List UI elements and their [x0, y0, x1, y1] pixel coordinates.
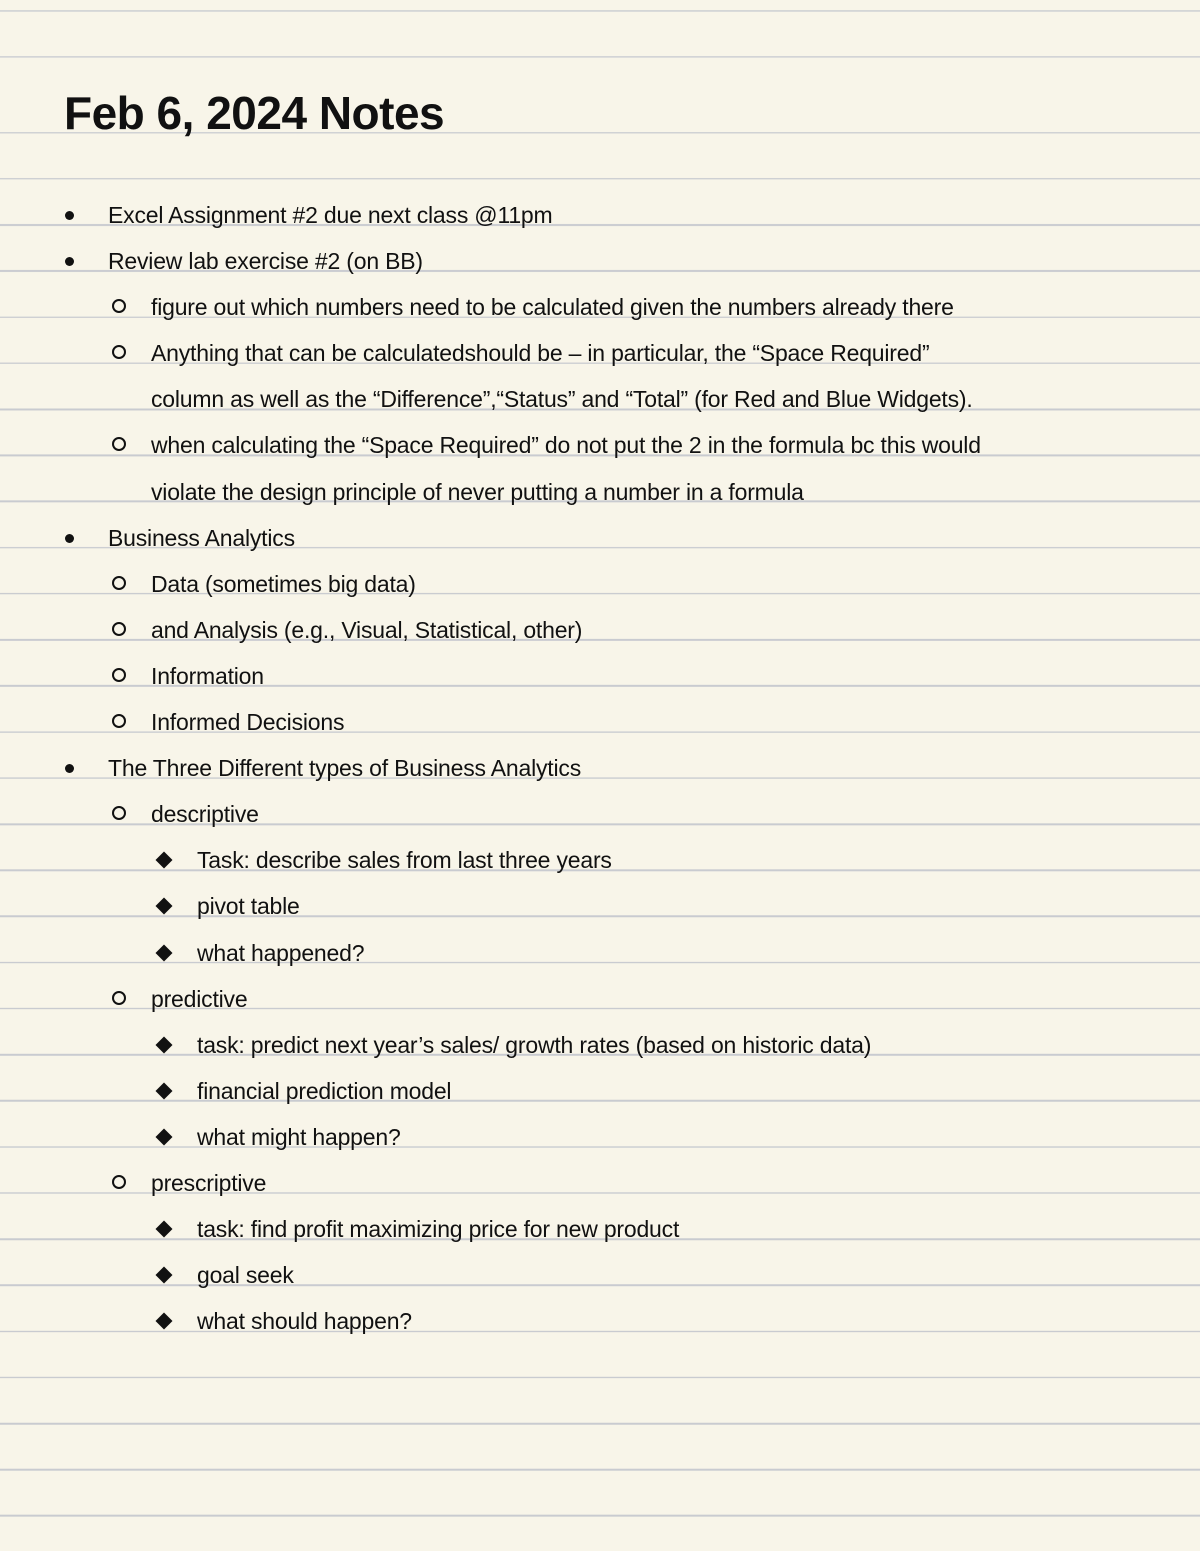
list-item [0, 607, 1200, 653]
bullet-diamond-icon [156, 1267, 173, 1284]
list-item-text: what should happen? [197, 1308, 412, 1335]
list-item-continuation [0, 376, 1200, 422]
list-item [0, 238, 1200, 284]
list-item [0, 192, 1200, 238]
list-item-text: financial prediction model [197, 1077, 452, 1104]
list-item-text: what might happen? [197, 1123, 401, 1150]
list-item [0, 330, 1200, 376]
list-item [0, 930, 1200, 976]
list-item-text: pivot table [197, 893, 300, 920]
list-item-text: figure out which numbers need to be calculated given the numbers already there [151, 294, 954, 321]
bullet-circle-icon [112, 622, 126, 636]
bullet-diamond-icon [156, 1128, 173, 1145]
bullet-circle-icon [112, 345, 126, 359]
list-item-text: prescriptive [151, 1169, 267, 1196]
list-item-text: descriptive [151, 801, 259, 828]
bullet-dot-icon [65, 257, 74, 266]
bullet-dot-icon [65, 764, 74, 773]
bullet-diamond-icon [156, 1313, 173, 1330]
list-item [0, 422, 1200, 468]
list-item-text: Data (sometimes big data) [151, 570, 416, 597]
bullet-diamond-icon [156, 1221, 173, 1238]
list-item [0, 653, 1200, 699]
list-item-text: Excel Assignment #2 due next class @11pm [108, 202, 553, 228]
bullet-dot-icon [65, 534, 74, 543]
bullet-diamond-icon [156, 898, 173, 915]
list-item-continuation [0, 469, 1200, 515]
bullet-circle-icon [112, 714, 126, 728]
list-item-text: task: predict next year’s sales/ growth rates (based on historic data) [197, 1031, 872, 1058]
list-item [0, 976, 1200, 1022]
list-item [0, 837, 1200, 883]
list-item-text: Information [151, 662, 264, 689]
bullet-diamond-icon [156, 944, 173, 961]
list-item-text: Review lab exercise #2 (on BB) [108, 248, 423, 275]
bullet-circle-icon [112, 668, 126, 682]
list-item-text: The Three Different types of Business Analytics [108, 755, 581, 782]
bullet-diamond-icon [156, 1082, 173, 1099]
list-item [0, 1206, 1200, 1252]
list-item-text: Task: describe sales from last three years [197, 847, 612, 874]
list-item-text: Anything that can be calculatedshould be – in particular, the “Space Required” [151, 340, 930, 367]
list-item-text: when calculating the “Space Required” do not put the 2 in the formula bc this would [151, 432, 981, 459]
bullet-circle-icon [112, 1175, 126, 1189]
list-item [0, 699, 1200, 745]
page-title: Feb 6, 2024 Notes [64, 87, 445, 139]
bullet-circle-icon [112, 299, 126, 313]
bullet-circle-icon [112, 437, 126, 451]
list-item-text: task: find profit maximizing price for new product [197, 1216, 680, 1243]
list-item-text: Informed Decisions [151, 709, 345, 736]
bullet-circle-icon [112, 991, 126, 1005]
bullet-diamond-icon [156, 852, 173, 869]
list-item [0, 561, 1200, 607]
notes-list [0, 192, 1200, 1344]
list-item [0, 1022, 1200, 1068]
list-item-text: goal seek [197, 1262, 294, 1289]
bullet-circle-icon [112, 576, 126, 590]
list-item [0, 1068, 1200, 1114]
bullet-dot-icon [65, 211, 74, 220]
list-item-text: column as well as the “Difference”,“Status” and “Total” (for Red and Blue Widgets). [151, 386, 973, 413]
list-item [0, 1114, 1200, 1160]
list-item-text: predictive [151, 985, 248, 1012]
list-item-text: what happened? [197, 939, 365, 966]
list-item [0, 791, 1200, 837]
list-item [0, 284, 1200, 330]
bullet-circle-icon [112, 806, 126, 820]
list-item [0, 515, 1200, 561]
list-item-text: and Analysis (e.g., Visual, Statistical, other) [151, 616, 583, 643]
list-item [0, 1298, 1200, 1344]
list-item [0, 745, 1200, 791]
list-item [0, 1252, 1200, 1298]
list-item [0, 1160, 1200, 1206]
list-item-text: violate the design principle of never putting a number in a formula [151, 478, 804, 505]
list-item-text: Business Analytics [108, 524, 295, 551]
bullet-diamond-icon [156, 1036, 173, 1053]
list-item [0, 883, 1200, 929]
